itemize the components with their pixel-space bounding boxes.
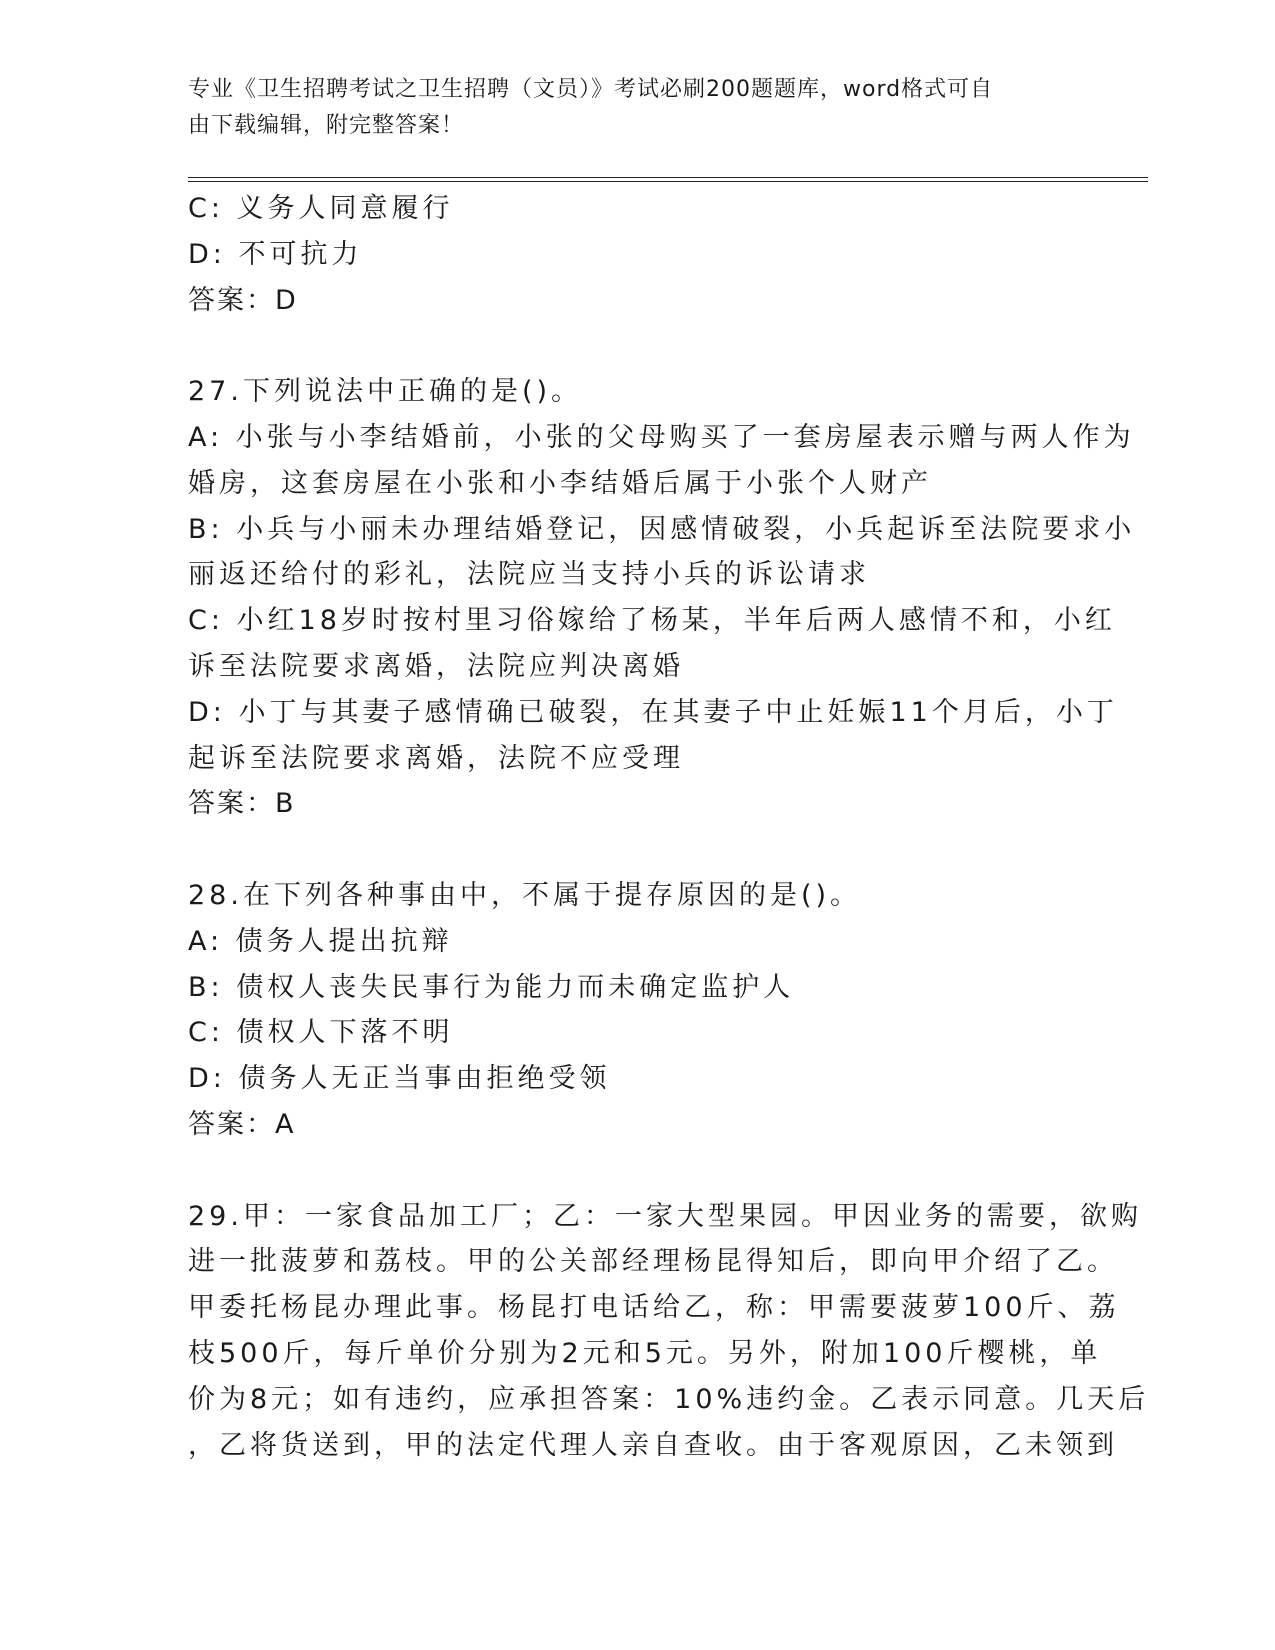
option-a-cont: 婚房，这套房屋在小张和小李结婚后属于小张个人财产 <box>188 467 932 499</box>
header-divider-secondary <box>188 181 1148 182</box>
header-line-1: 专业《卫生招聘考试之卫生招聘（文员）》考试必刷200题题库，word格式可自 <box>188 77 994 102</box>
answer: 答案：A <box>188 1108 296 1140</box>
option-d: D: 债务人无正当事由拒绝受领 <box>188 1063 611 1095</box>
option-b: B: 债权人丧失民事行为能力而未确定监护人 <box>188 971 795 1003</box>
header-line-2: 由下载编辑，附完整答案！ <box>188 113 465 138</box>
spacer <box>188 1148 1088 1194</box>
question-29 <box>188 1194 1150 1469</box>
document-body <box>188 186 1150 1468</box>
question-stem: 27.下列说法中正确的是()。 <box>188 376 583 408</box>
answer: 答案：D <box>188 284 298 316</box>
question-stem: 28.在下列各种事由中，不属于提存原因的是()。 <box>188 879 862 911</box>
answer: 答案：B <box>188 788 296 820</box>
option-b: B: 小兵与小丽未办理结婚登记，因感情破裂，小兵起诉至法院要求小 <box>188 513 1136 545</box>
option-c: C: 小红18岁时按村里习俗嫁给了杨某，半年后两人感情不和，小红 <box>188 605 1116 637</box>
option-b-cont: 丽返还给付的彩礼，法院应当支持小兵的诉讼请求 <box>188 559 870 591</box>
option-d: D: 不可抗力 <box>188 238 363 270</box>
option-d: D: 小丁与其妻子感情确已破裂，在其妻子中止妊娠11个月后，小丁 <box>188 696 1118 728</box>
question-stem-line: 价为8元；如有违约，应承担答案：10%违约金。乙表示同意。几天后 <box>188 1383 1150 1415</box>
option-a: A: 小张与小李结婚前，小张的父母购买了一套房屋表示赠与两人作为 <box>188 421 1135 453</box>
option-c: C: 义务人同意履行 <box>188 193 454 224</box>
question-stem-line: 甲委托杨昆办理此事。杨昆打电话给乙，称：甲需要菠萝100斤、荔 <box>188 1292 1120 1324</box>
page-header <box>188 72 1088 144</box>
option-c: C: 债权人下落不明 <box>188 1017 454 1049</box>
option-c-cont: 诉至法院要求离婚，法院应判决离婚 <box>188 650 684 682</box>
option-a: A: 债务人提出抗辩 <box>188 925 453 957</box>
spacer <box>188 827 1088 873</box>
question-stem-line: 29.甲：一家食品加工厂；乙：一家大型果园。甲因业务的需要，欲购 <box>188 1200 1142 1232</box>
question-27 <box>188 369 1136 827</box>
question-28 <box>188 873 1088 1148</box>
option-d-cont: 起诉至法院要求离婚，法院不应受理 <box>188 742 684 774</box>
question-stem-line: 枝500斤，每斤单价分别为2元和5元。另外，附加100斤樱桃，单 <box>188 1337 1102 1369</box>
question-stem-line: 进一批菠萝和荔枝。甲的公关部经理杨昆得知后，即向甲介绍了乙。 <box>188 1246 1118 1278</box>
spacer <box>188 323 1088 369</box>
header-divider <box>188 177 1148 178</box>
question-stem-line: ，乙将货送到，甲的法定代理人亲自查收。由于客观原因，乙未领到 <box>188 1429 1118 1461</box>
question-26-tail <box>188 186 1088 323</box>
